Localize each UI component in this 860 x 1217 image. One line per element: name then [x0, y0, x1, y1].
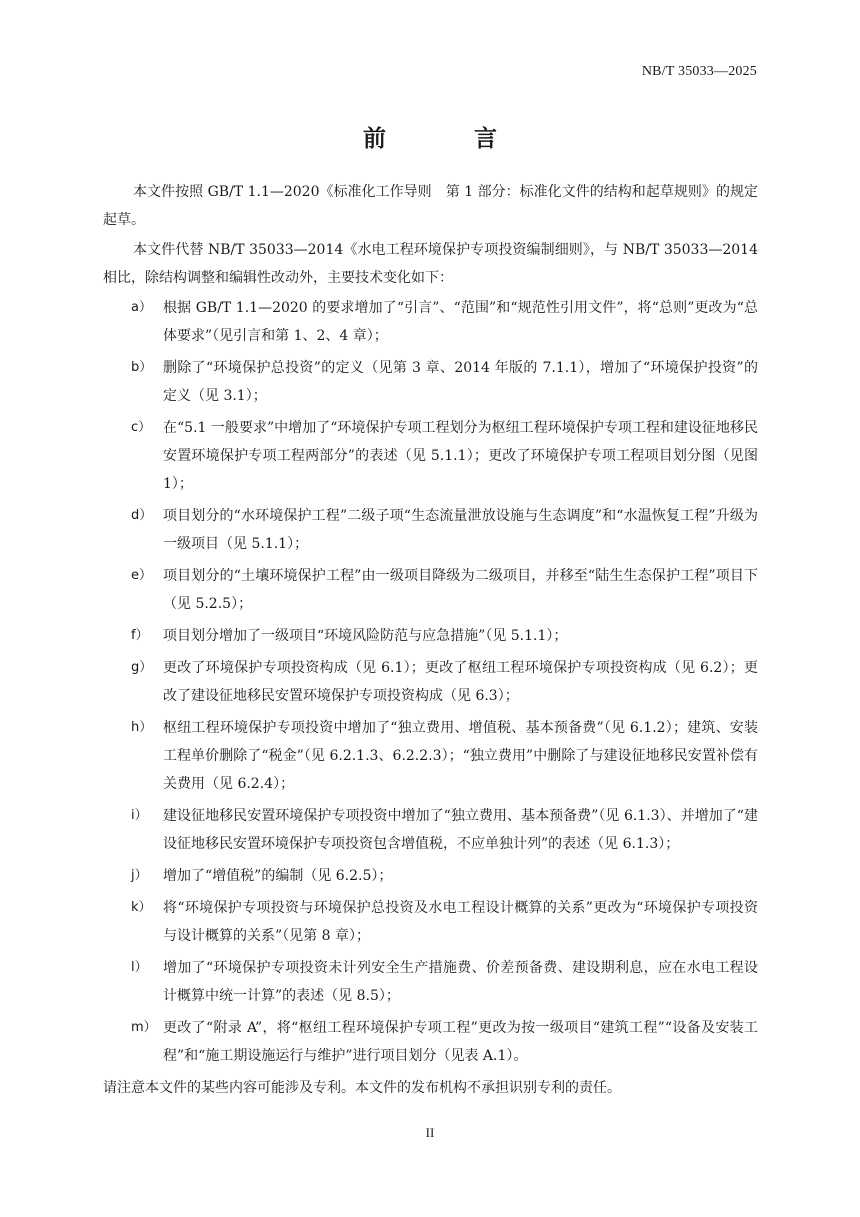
list-item-text: 枢纽工程环境保护专项投资中增加了“独立费用、增值税、基本预备费”（见 6.1.2）；建筑、安装工程单价删除了“税金”（见 6.2.1.3、6.2.2.3）；“独立费用”中删除了与建设征地移民安置补偿有关费用（见 6.2.4）；: [163, 720, 758, 792]
list-item: [103, 894, 758, 950]
list-item-text: 建设征地移民安置环境保护专项投资中增加了“独立费用、基本预备费”（见 6.1.3）、并增加了“建设征地移民安置环境保护专项投资包含增值税，不应单独计列”的表述（见 6.1.3）；: [163, 808, 758, 852]
list-marker: m）: [131, 1020, 157, 1035]
list-marker: b）: [131, 360, 153, 375]
list-item-text: 根据 GB/T 1.1—2020 的要求增加了“引言”、“范围”和“规范性引用文件”，将“总则”更改为“总体要求”（见引言和第 1、2、4 章）；: [163, 300, 758, 344]
page-number: II: [425, 1125, 435, 1140]
list-item: [103, 354, 758, 410]
list-item-text: 项目划分的“水环境保护工程”二级子项“生态流量泄放设施与生态调度”和“水温恢复工程”升级为一级项目（见 5.1.1）；: [163, 508, 758, 552]
list-marker: g）: [131, 660, 153, 675]
technical-changes-list: [103, 294, 758, 1070]
intro-paragraph-2: 本文件代替 NB/T 35033—2014《水电工程环境保护专项投资编制细则》，与 NB/T 35033—2014 相比，除结构调整和编辑性改动外，主要技术变化如下：: [103, 242, 758, 286]
list-marker: f）: [131, 628, 149, 643]
list-item-text: 在“5.1 一般要求”中增加了“环境保护专项工程划分为枢纽工程环境保护专项工程和建设征地移民安置环境保护专项工程两部分”的表述（见 5.1.1）；更改了环境保护专项工程项目划分图（见图 1）；: [163, 420, 758, 492]
list-marker: k）: [131, 900, 152, 915]
list-item-text: 增加了“增值税”的编制（见 6.2.5）；: [163, 868, 393, 884]
list-marker: e）: [131, 568, 152, 583]
page-title: 前 言: [362, 126, 537, 152]
list-item: [103, 562, 758, 618]
list-marker: j）: [131, 868, 148, 883]
list-item: [103, 294, 758, 350]
list-item: [103, 802, 758, 858]
list-item-text: 项目划分的“土壤环境保护工程”由一级项目降级为二级项目，并移至“陆生生态保护工程”项目下（见 5.2.5）；: [163, 568, 758, 612]
list-item: [103, 622, 758, 650]
list-item: [103, 954, 758, 1010]
list-item: [103, 414, 758, 498]
list-marker: a）: [131, 300, 152, 315]
document-id: NB/T 35033—2025: [641, 64, 757, 79]
list-marker: i）: [131, 808, 148, 823]
list-item: [103, 654, 758, 710]
list-marker: h）: [131, 720, 153, 735]
intro-paragraph-1: 本文件按照 GB/T 1.1—2020《标准化工作导则 第 1 部分：标准化文件的结构和起草规则》的规定起草。: [103, 184, 758, 228]
list-marker: c）: [131, 420, 152, 435]
list-item: [103, 1014, 758, 1070]
list-item-text: 项目划分增加了一级项目“环境风险防范与应急措施”（见 5.1.1）；: [163, 628, 568, 644]
list-marker: d）: [131, 508, 153, 523]
list-marker: l）: [131, 960, 148, 975]
list-item-text: 将“环境保护专项投资与环境保护总投资及水电工程设计概算的关系”更改为“环境保护专项投资与设计概算的关系”（见第 8 章）；: [163, 900, 758, 944]
patent-notice: 请注意本文件的某些内容可能涉及专利。本文件的发布机构不承担识别专利的责任。: [103, 1080, 621, 1096]
list-item-text: 删除了“环境保护总投资”的定义（见第 3 章、2014 年版的 7.1.1），增加了“环境保护投资”的定义（见 3.1）；: [163, 360, 758, 404]
list-item: [103, 502, 758, 558]
list-item-text: 增加了“环境保护专项投资未计列安全生产措施费、价差预备费、建设期利息，应在水电工程设计概算中统一计算”的表述（见 8.5）；: [163, 960, 758, 1004]
list-item-text: 更改了“附录 A”，将“枢纽工程环境保护专项工程”更改为按一级项目“建筑工程”“设备及安装工程”和“施工期设施运行与维护”进行项目划分（见表 A.1）。: [163, 1020, 758, 1064]
list-item-text: 更改了环境保护专项投资构成（见 6.1）；更改了枢纽工程环境保护专项投资构成（见 6.2）；更改了建设征地移民安置环境保护专项投资构成（见 6.3）；: [163, 660, 758, 704]
list-item: [103, 862, 758, 890]
list-item: [103, 714, 758, 798]
document-body: [103, 178, 758, 1104]
